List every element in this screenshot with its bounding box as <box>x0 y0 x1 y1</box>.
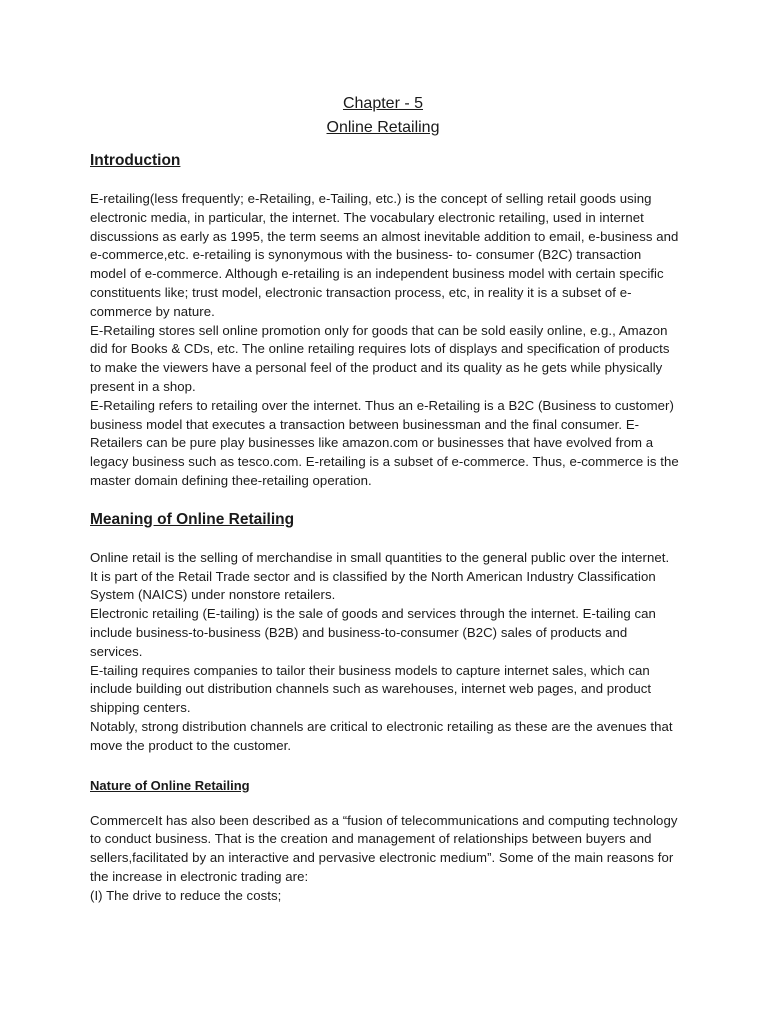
nature-paragraph: (I) The drive to reduce the costs; <box>90 887 282 903</box>
chapter-title: Online Retailing <box>326 119 440 136</box>
meaning-body <box>90 549 680 756</box>
document-page <box>90 92 680 906</box>
intro-paragraph: E-Retailing refers to retailing over the internet. Thus an e-Retailing is a B2C (Business to customer) business model that executes a transaction between businessman and the final consumer. E-Retailers can be pure play businesses like amazon.com or businesses that have evolved from a legacy business such as tesco.com. E-retailing is a subset of e-commerce. Thus, e-commerce is the master domain defining thee-retailing operation. <box>90 397 679 488</box>
meaning-paragraph: Notably, strong distribution channels are critical to electronic retailing as these are the avenues that move the product to the customer. <box>90 718 673 753</box>
chapter-number: Chapter - 5 <box>342 95 424 112</box>
meaning-paragraph: Online retail is the selling of merchandise in small quantities to the general public over the internet. It is part of the Retail Trade sector and is classified by the North American Industry Classification System (NAICS) under nonstore retailers. <box>90 549 670 603</box>
introduction-body <box>90 190 680 491</box>
nature-paragraph: CommerceIt has also been described as a “fusion of telecommunications and computing technology to conduct business. That is the creation and management of relationships between buyers and sellers,facilitated by an interactive and pervasive electronic medium”. Some of the main reasons for the increase in electronic trading are: <box>90 812 678 884</box>
section-heading-meaning: Meaning of Online Retailing <box>90 510 295 528</box>
meaning-paragraph: Electronic retailing (E-tailing) is the sale of goods and services through the internet. E-tailing can include business-to-business (B2B) and business-to-consumer (B2C) sales of products and services. <box>90 606 656 659</box>
nature-body <box>90 812 680 906</box>
intro-paragraph: E-Retailing stores sell online promotion only for goods that can be sold easily online, e.g., Amazon did for Books & CDs, etc. The online retailing requires lots of displays and specification of products to make the viewers have a personal feel of the product and its quality as he gets while physically present in a shop. <box>90 322 670 394</box>
intro-paragraph: E-retailing(less frequently; e-Retailing, e-Tailing, etc.) is the concept of selling retail goods using electronic media, in particular, the internet. The vocabulary electronic retailing, used in internet discussions as early as 1995, the term seems an almost inevitable addition to email, e-business and e-commerce,etc. e-retailing is synonymous with the business- to- consumer (B2C) transaction model of e-commerce. Although e-retailing is an independent business model with certain specific constituents like; trust model, electronic transaction process, etc, in reality it is a subset of e- commerce by nature. <box>90 191 679 319</box>
section-heading-nature: Nature of Online Retailing <box>90 777 250 793</box>
meaning-paragraph: E-tailing requires companies to tailor their business models to capture internet sales, which can include building out distribution channels such as warehouses, internet web pages, and product shipping centers. <box>90 662 652 716</box>
section-heading-introduction: Introduction <box>90 152 181 169</box>
